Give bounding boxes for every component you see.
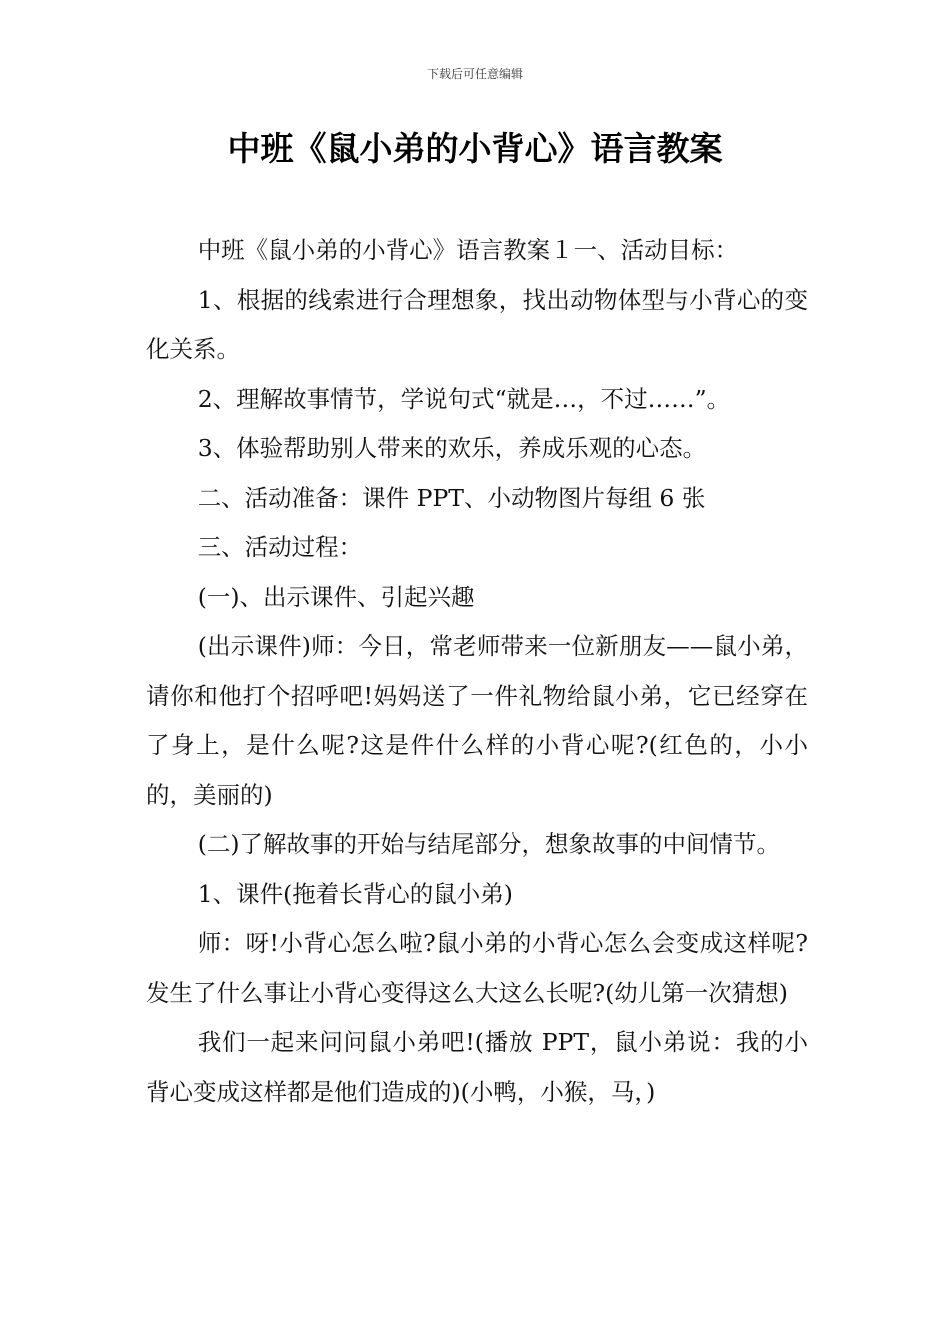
header-note: 下载后可任意编辑 xyxy=(426,67,523,81)
paragraph-process-heading: 三、活动过程： xyxy=(197,533,363,561)
document-body xyxy=(146,226,808,1117)
paragraph-objective-2: 2、理解故事情节，学说句式“就是…，不过……”。 xyxy=(197,384,731,413)
document-title: 中班《鼠小弟的小背心》语言教案 xyxy=(227,129,723,168)
paragraph-objective-3: 3、体验帮助别人带来的欢乐，养成乐观的心态。 xyxy=(197,434,707,462)
paragraph-courseware-1: 1、课件(拖着长背心的鼠小弟) xyxy=(197,879,513,908)
paragraph-step-2-heading: (二)了解故事的开始与结尾部分，想象故事的中间情节。 xyxy=(197,830,781,858)
paragraph-objectives-heading: 中班《鼠小弟的小背心》语言教案１一、活动目标： xyxy=(197,236,739,264)
paragraph-step-1-text: (出示课件)师：今日，常老师带来一位新朋友——鼠小弟，请你和他打个招呼吧!妈妈送了一件礼物给鼠小弟，它已经穿在了身上，是什么呢?这是件什么样的小背心呢?(红色的，小小的，美丽的) xyxy=(146,632,808,809)
paragraph-ask-mouse: 我们一起来问问鼠小弟吧!(播放 PPT，鼠小弟说：我的小背心变成这样都是他们造成的)(小鸭，小猴，马，) xyxy=(146,1028,808,1106)
paragraph-step-1-heading: (一)、出示课件、引起兴趣 xyxy=(197,582,475,611)
paragraph-objective-1: 1、根据的线索进行合理想象，找出动物体型与小背心的变化关系。 xyxy=(146,285,808,363)
paragraph-preparation: 二、活动准备：课件 PPT、小动物图片每组 6 张 xyxy=(197,483,706,512)
paragraph-teacher-question: 师：呀!小背心怎么啦?鼠小弟的小背心怎么会变成这样呢?发生了什么事让小背心变得这么大这么长呢?(幼儿第一次猜想) xyxy=(146,929,808,1007)
